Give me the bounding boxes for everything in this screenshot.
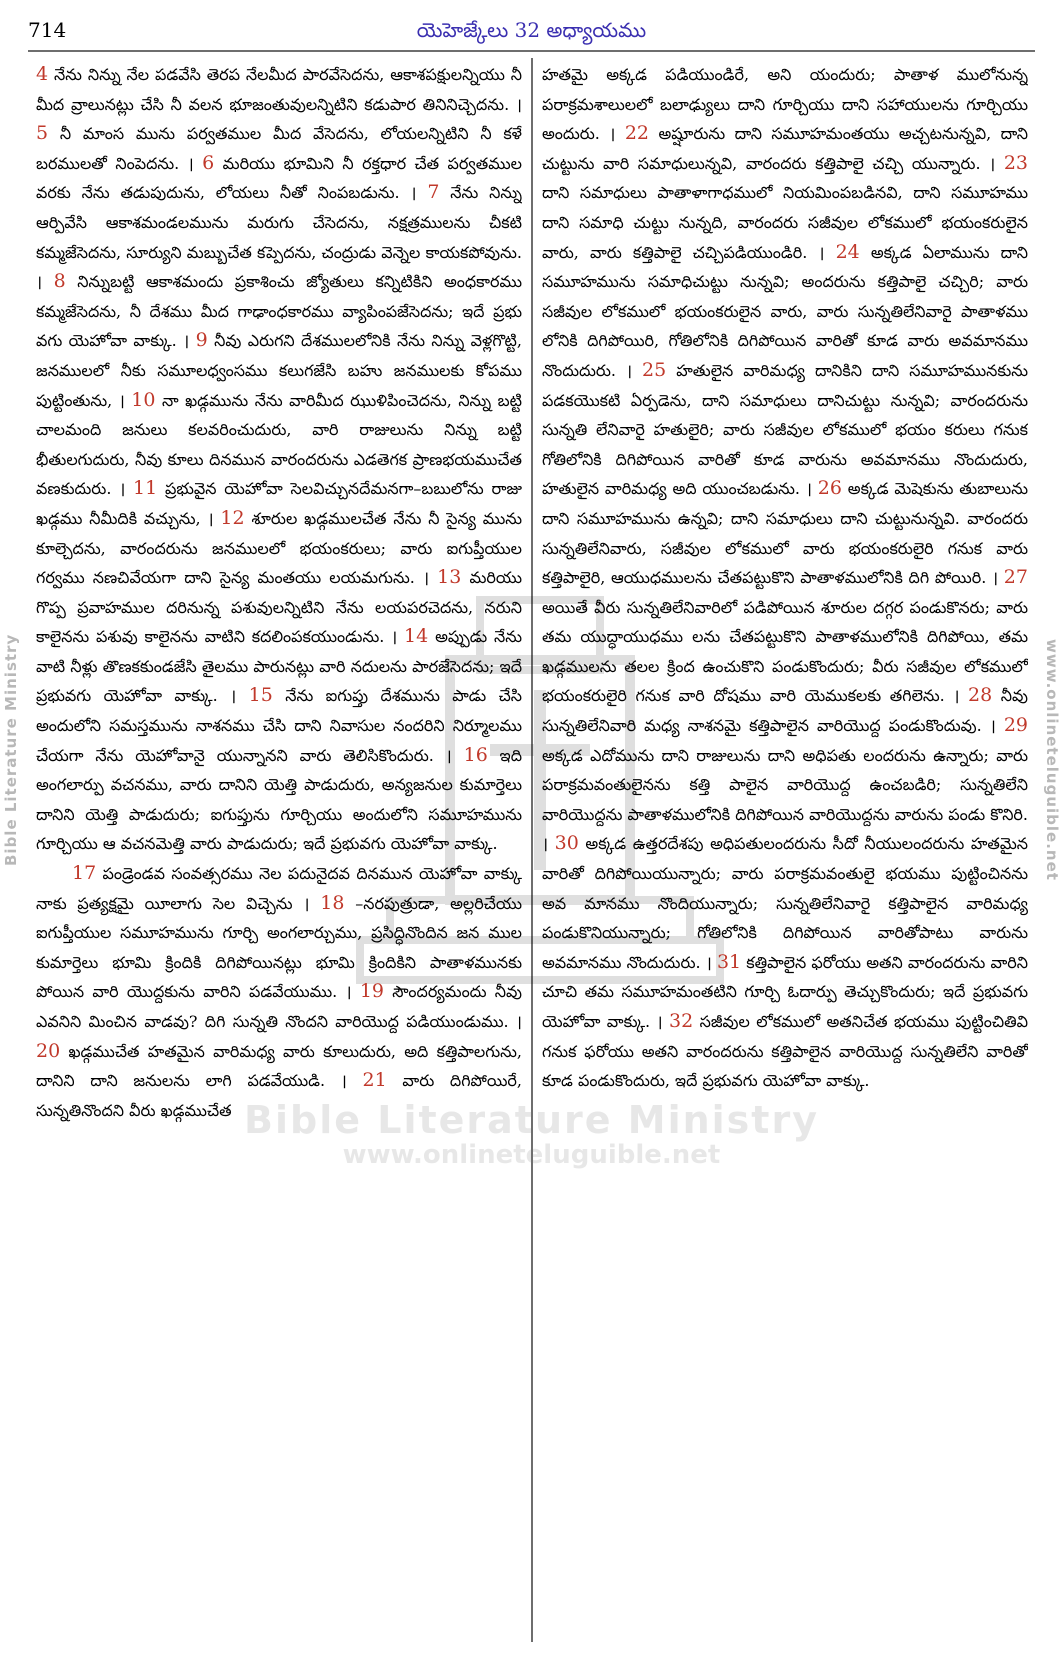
verse-text: నీవు ఎరుగని దేశములలోనికి నేను నిన్ను వెళ్లగొట్టి, జనములలో నీకు సమూలధ్వంసము కలుగజేసి బహు జనములకు కోపము పుట్టింతును, । [36, 331, 522, 410]
verse-number: 17 [72, 862, 97, 885]
verse-text: అప్పుడు నేను వాటి నీళ్లు తొణకకుండజేసి తైలము పారునట్లు వారి నదులను పారజేసెదను; ఇదే ప్రభువగు యెహోవా వాక్కు. । [36, 627, 522, 706]
verse-text: నిన్నుబట్టి ఆకాశమందు ప్రకాశించు జ్యోతులు కన్నిటికిని అంధకారము కమ్మజేసెదను, నీ దేశము మీద గాఢాంధకారము వ్యాపింపజేసెదను; ఇదే ప్రభు వగు యెహోవా వాక్కు. । [36, 272, 522, 351]
verse-text: సజీవుల లోకములో అతనిచేత భయము పుట్టించితివి గనుక ఫరోయు అతని వారందరును కత్తిపాలైన వారియొద్ద సున్నతిలేని వారితో కూడ పండుకొందురు, ఇదే ప్రభువగు యెహోవా వాక్కు. [542, 1012, 1028, 1091]
verse-number: 32 [669, 1010, 694, 1032]
left-column [36, 60, 522, 1642]
verse-text: దాని సమాధులు పాతాళాగాధములో నియమింపబడినవి, దాని సమూహము దాని సమాధి చుట్టు నున్నది, వారందరు సజీవుల లోకములో భయంకరులైన వారు, వారు కత్తిపాలై చచ్చిపడియుండిరి. । [542, 183, 1028, 262]
verse-number: 9 [195, 329, 208, 352]
verse-text: అయితే వీరు సున్నతిలేనివారిలో పడిపోయిన శూరుల దగ్గర పండుకొనరు; వారు తమ యుద్ధాయుధము లను చేతపట్టుకొని పాతాళములోనికి దిగిపోయి, తమ ఖడ్గములను తలల క్రింద ఉంచుకొని పండుకొందురు; వీరు సజీవుల లోకములో భయంకరులైరి గనుక వారి దోషము వారి యెముకలకు తగిలెను. । [542, 597, 1028, 706]
verse-number: 22 [624, 122, 650, 145]
verse-number: 19 [359, 980, 385, 1003]
verse-number: 21 [362, 1069, 387, 1092]
verse-text: నేను ఐగుప్తు దేశమును పాడు చేసి అందులోని సమస్తమును నాశనము చేసి దాని నివాసుల నందరిని నిర్మూలము చేయగా నేను యెహోవానై యున్నానని వారు తెలిసికొందురు. । [36, 686, 522, 765]
page-number: 714 [28, 18, 67, 42]
verse-text: అక్కడ మెషెకును తుబాలును దాని సమూహమును ఉన్నవి; దాని సమాధులు దాని చుట్టునున్నవి. వారందరు సున్నతిలేనివారు, సజీవుల లోకములో వారు భయంకరులైరి గనుక వారు కత్తిపాలైరి, ఆయుధములను చేతపట్టుకొని పాతాళములోనికి దిగి పోయిరి. । [542, 479, 1028, 588]
verse-number: 11 [133, 477, 158, 500]
verse-number: 25 [642, 358, 667, 381]
verse-text: అక్కడ ఉత్తరదేశపు అధిపతులందరును సీదో నీయులందరును హతమైన వారితో దిగిపోయియున్నారు; వారు పరాక్రమవంతులై భయము పుట్టించినను అవ మానము నొందియున్నారు; సున్నతిలేనివారై కత్తిపాలైన వారిమధ్య పండుకొనియున్నారు; గోతిలోనికి దిగిపోయిన వారితోపాటు వారును అవమానము నొందుదురు. । [542, 834, 1028, 972]
verse-text: అక్కడ ఏలామును దాని సమూహమును సమాధిచుట్టు నున్నవి; అందరును కత్తిపాలై చచ్చిరి; వారు సజీవుల లోకములో భయంకరులైన వారు, వారు సున్నతిలేనివారై పాతాళము లోనికి దిగిపోయిరి, గోతిలోనికి దిగిపోయిన వారితో కూడ వారు అవమానము నొందుదురు. । [542, 242, 1028, 380]
verse-text: హతులైన వారిమధ్య దానికిని దాని సమూహమునకును పడకయొకటి ఏర్పడెను, దాని సమాధులు దానిచుట్టు నున్నవి; వారందరును సున్నతి లేనివారై హతులైరి; వారు సజీవుల లోకములో భయం కరులు గనుక గోతిలోనికి దిగిపోయిన వారితో కూడ వారును అవమానము నొందుదురు, హతులైన వారిమధ్య అది యుంచబడును. । [542, 360, 1028, 499]
watermark-name: Bible Literature Ministry [244, 1098, 819, 1142]
verse-number: 4 [36, 63, 49, 85]
paragraph [36, 60, 522, 859]
verse-number: 10 [131, 388, 156, 411]
watermark-vertical-left: Bible Literature Ministry [2, 633, 20, 867]
right-column [542, 60, 1028, 1642]
verse-number: 29 [1003, 714, 1028, 737]
verse-text: నీవు సున్నతిలేనివారి మధ్య నాశనమై కత్తిపాలైన వారియొద్ద పండుకొందువు. । [542, 686, 1028, 736]
verse-text: నీ మాంస మును పర్వతముల మీద వేసెదను, లోయలన్నిటిని నీ కళే బరములతో నింపెదను. । [36, 124, 522, 173]
verse-number: 31 [716, 950, 742, 973]
verse-number: 13 [437, 566, 462, 589]
paragraph [542, 60, 1028, 1096]
verse-number: 8 [53, 270, 66, 293]
verse-text: ప్రభువైన యెహోవా సెలవిచ్చునదేమనగా–బబులోను రాజు ఖడ్గము నీమీదికి వచ్చును, । [36, 479, 522, 528]
watermark-vertical-right: www.onlineteluguible.net [1043, 639, 1061, 881]
watermark-url: www.onlineteluguible.net [342, 1140, 721, 1170]
page-title: యెహెజ్కేలు 32 అధ్యాయము [416, 18, 647, 42]
verse-number: 23 [1003, 151, 1028, 174]
verse-number: 16 [463, 743, 488, 766]
verse-text: హతమై అక్కడ పడియుండిరే, అని యందురు; పాతాళ ములోనున్న పరాక్రమశాలులలో బలాఢ్యులు దాని గూర్చియు దాని సహాయులను గూర్చియు అందురు. । [542, 65, 1028, 144]
verse-text: అష్షూరును దాని సమూహమంతయు అచ్చటనున్నవి, దాని చుట్టును వారి సమాధులున్నవి, వారందరు కత్తిపాలై చచ్చి యున్నారు. । [542, 124, 1028, 173]
verse-text: వారు దిగిపోయిరే, సున్నతినొందని వీరు ఖడ్గముచేత [36, 1071, 522, 1120]
verse-number: 28 [968, 684, 993, 707]
verse-text: మరియు భూమిని నీ రక్తధార చేత పర్వతముల వరకు నేను తడుపుదును, లోయలు నీతో నింపబడును. । [36, 153, 522, 203]
verse-text: నా ఖడ్గమును నేను వారిమీద ఝుళిపించెదను, నిన్ను బట్టి చాలమంది జనులు కలవరించుదురు, వారి రాజులును నిన్ను బట్టి భీతులగుదురు, నీవు కూలు దినమున వారందరును ఎడతెగక ప్రాణభయముచేత వణకుదురు. । [36, 390, 522, 499]
verse-text: కత్తిపాలైన ఫరోయు అతని వారందరును వారిని చూచి తమ సమూహమంతటిని గూర్చి ఓదార్పు తెచ్చుకొందురు; ఇదే ప్రభువగు యెహోవా వాక్కు. । [542, 952, 1028, 1031]
verse-number: 12 [220, 506, 245, 529]
verse-number: 7 [427, 181, 440, 204]
verse-number: 24 [835, 240, 860, 263]
verse-number: 6 [202, 151, 215, 174]
verse-number: 5 [36, 122, 49, 145]
verse-number: 20 [36, 1039, 61, 1062]
verse-number: 27 [1003, 566, 1028, 589]
verse-number: 14 [404, 625, 429, 648]
verse-text: నేను నిన్ను నేల పడవేసి తెరప నేలమీద పారవేసెదను, ఆకాశపక్షులన్నియు నీ మీద వ్రాలునట్లు చేసి నీ వలన భూజంతువులన్నిటిని కడుపార తినినిచ్చెదను. । [36, 65, 522, 114]
verse-text: ఖడ్గముచేత హతమైన వారిమధ్య వారు కూలుదురు, అది కత్తిపాలగును, దానిని దాని జనులను లాగి పడవేయుడి. । [36, 1041, 522, 1091]
verse-number: 18 [320, 891, 345, 914]
verse-text: అక్కడ ఎదోమును దాని రాజులును దాని అధిపతు లందరును ఉన్నారు; వారు పరాక్రమవంతులైనను కత్తి పాలైన వారియొద్ద ఉంచబడిరి; సున్నతిలేని వారియొద్దను పాతాళములోనికి దిగిపోయిన వారియొద్దను వారును పండు కొనిరి. । [542, 745, 1028, 854]
verse-text: నేను నిన్ను ఆర్పివేసి ఆకాశమండలమును మరుగు చేసెదను, నక్షత్రములను చీకటి కమ్మజేసెదను, సూర్యుని మబ్బుచేత కప్పెదను, చంద్రుడు వెన్నెల కాయకపోవును. । [36, 183, 522, 292]
verse-text: మరియు గొప్ప ప్రవాహముల దరినున్న పశువులన్నిటిని నేను లయపరచెదను, నరుని కాలైనను పశువు కాలైనను వాటిని కదలింపకయుండును. । [36, 568, 522, 647]
verse-text: ఇది అంగలార్పు వచనము, వారు దానిని యెత్తి పాడుదురు, అన్యజనుల కుమార్తెలు దానిని యెత్తి పాడుదురు; ఐగుప్తును గూర్చియు అందులోని సమూహమును గూర్చియు ఆ వచనమెత్తి వారు పాడుదురు; ఇదే ప్రభువగు యెహోవా వాక్కు. [36, 745, 522, 854]
verse-text: –నరపుత్రుడా, అల్లరిచేయు ఐగుప్తీయుల సమూహమును గూర్చి అంగలార్చుము, ప్రసిద్ధినొందిన జన ముల కుమార్తెలు భూమి క్రిందికి దిగిపోయినట్లు భూమి క్రిందికిని పాతాళమునకు పోయిన వారి యొద్దకును వారిని పడవేయుము. । [36, 893, 522, 1002]
verse-number: 15 [248, 684, 273, 707]
header-rule [28, 50, 1035, 52]
verse-number: 26 [817, 477, 842, 500]
verse-text: శూరుల ఖడ్గములచేత నేను నీ సైన్య మును కూల్చెదను, వారందరును జనములలో భయంకరులు; వారు ఐగుప్తీయుల గర్వము నణచివేయగా దాని సైన్య మంతయు లయమగును. । [36, 508, 522, 588]
verse-text: సౌందర్యమందు నీవు ఎవనిని మించిన వాడవు? దిగి సున్నతి నొందని వారియొద్ద పడియుండుము. । [36, 982, 522, 1031]
verse-text: పండ్రెండవ సంవత్సరము నెల పదునైదవ దినమున యెహోవా వాక్కు నాకు ప్రత్యక్షమై యీలాగు సెల విచ్చెను । [36, 864, 522, 913]
verse-number: 30 [554, 832, 579, 855]
paragraph [36, 859, 522, 1125]
